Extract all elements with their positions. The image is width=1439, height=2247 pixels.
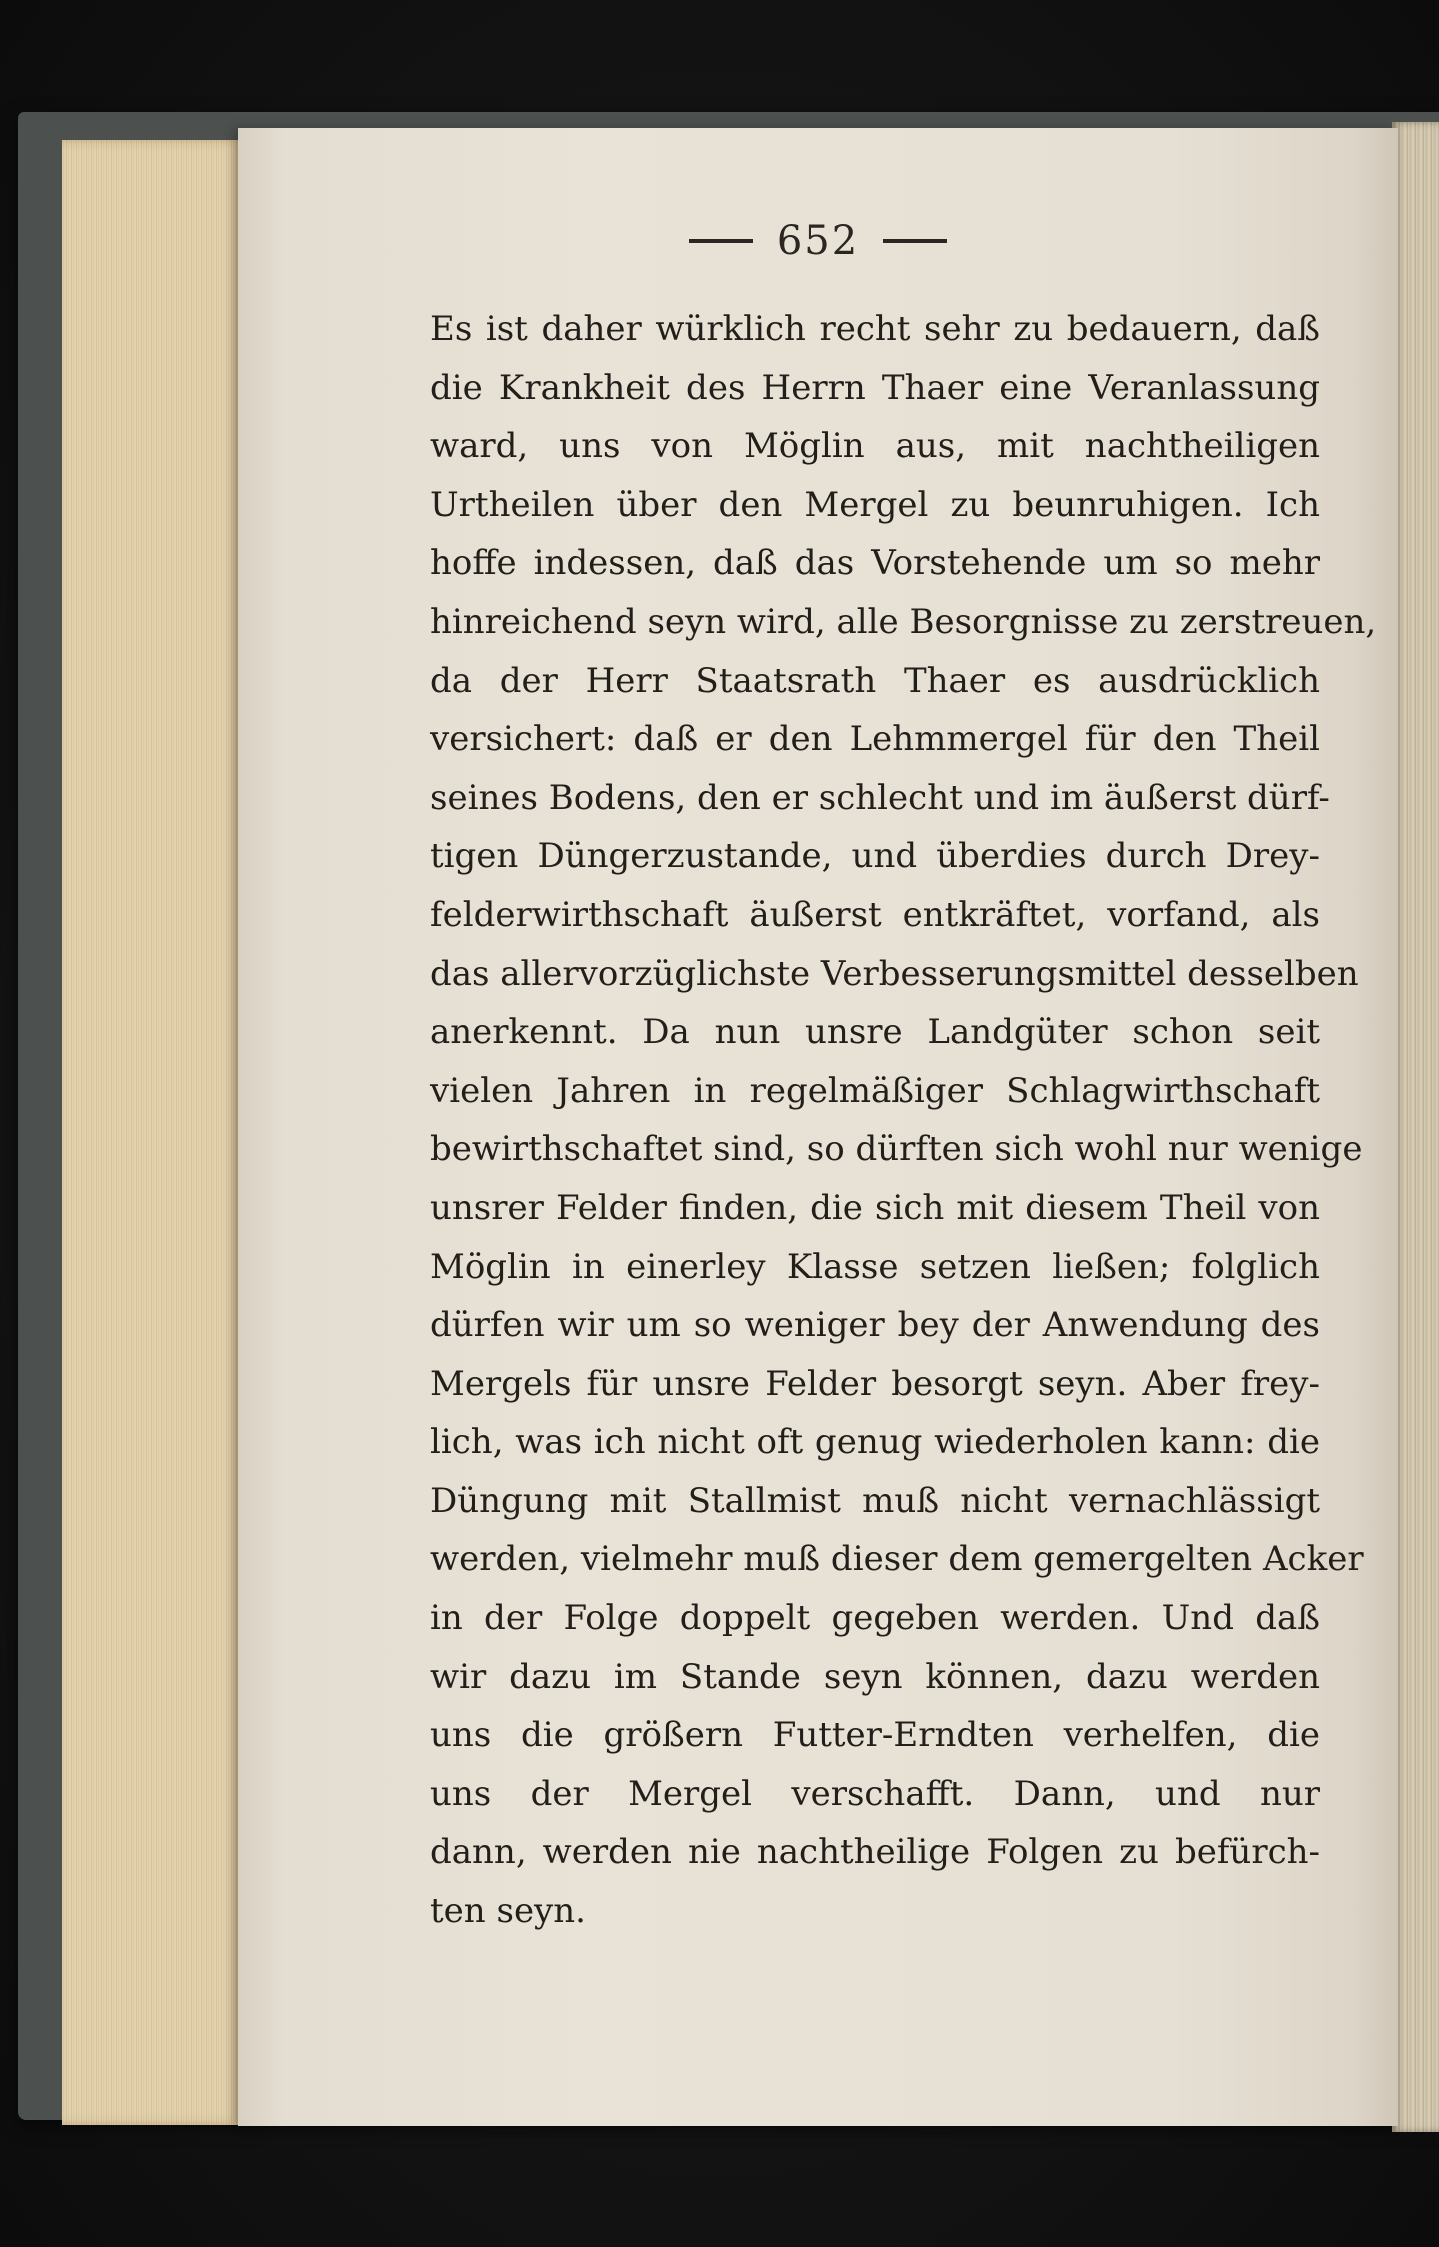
text-line: in der Folge doppelt gegeben werden. Und daß — [430, 1598, 1320, 1639]
text-line: Mergels für unsre Felder besorgt seyn. Aber frey- — [430, 1363, 1320, 1404]
text-line: felderwirthschaft äußerst entkräftet, vorfand, als — [430, 894, 1320, 935]
text-line: uns der Mergel verschafft. Dann, und nur — [430, 1773, 1320, 1814]
text-line: bewirthschaftet sind, so dürften sich wohl nur wenige — [430, 1129, 1363, 1170]
text-line: anerkennt. Da nun unsre Landgüter schon seit — [430, 1012, 1320, 1053]
text-line: hinreichend seyn wird, alle Besorgnisse zu zerstreuen, — [430, 601, 1377, 642]
text-line: hoffe indessen, daß das Vorstehende um so mehr — [430, 543, 1320, 584]
page-edges-right — [1392, 122, 1439, 2132]
text-line: da der Herr Staatsrath Thaer es ausdrücklich — [430, 660, 1320, 701]
text-line: Düngung mit Stallmist muß nicht vernachlässigt — [430, 1480, 1320, 1521]
page-edges-left — [62, 140, 242, 2125]
page-header — [238, 215, 1398, 264]
text-line: wir dazu im Stande seyn können, dazu werden — [430, 1656, 1320, 1697]
header-dash-right — [883, 239, 947, 243]
text-line: tigen Düngerzustande, und überdies durch Drey- — [430, 836, 1320, 877]
text-line: seines Bodens, den er schlecht und im äußerst dürf- — [430, 777, 1330, 818]
text-line: uns die größern Futter-Erndten verhelfen, die — [430, 1715, 1320, 1756]
text-line: vielen Jahren in regelmäßiger Schlagwirthschaft — [430, 1070, 1320, 1111]
page-number: 652 — [776, 218, 860, 264]
text-line: unsrer Felder finden, die sich mit diesem Theil von — [430, 1187, 1320, 1228]
text-line: Es ist daher würklich recht sehr zu bedauern, daß — [430, 309, 1320, 349]
text-line: das allervorzüglichste Verbesserungsmittel desselben — [430, 953, 1359, 994]
text-line: die Krankheit des Herrn Thaer eine Veranlassung — [430, 367, 1320, 408]
text-line: ten seyn. — [430, 1891, 586, 1932]
header-dash-left — [689, 239, 753, 243]
text-line: versichert: daß er den Lehmmergel für den Theil — [430, 719, 1320, 760]
text-line: ward, uns von Möglin aus, mit nachtheiligen — [430, 426, 1320, 467]
text-line: dürfen wir um so weniger bey der Anwendung des — [430, 1305, 1320, 1346]
text-line: werden, vielmehr muß dieser dem gemergelten Acker — [430, 1539, 1364, 1580]
text-line: Urtheilen über den Mergel zu beunruhigen. Ich — [430, 484, 1320, 525]
body-text — [430, 300, 1377, 1941]
text-line: lich, was ich nicht oft genug wiederholen kann: die — [430, 1422, 1320, 1463]
text-line: dann, werden nie nachtheilige Folgen zu befürch- — [430, 1832, 1320, 1873]
text-line: Möglin in einerley Klasse setzen ließen; folglich — [430, 1246, 1320, 1287]
